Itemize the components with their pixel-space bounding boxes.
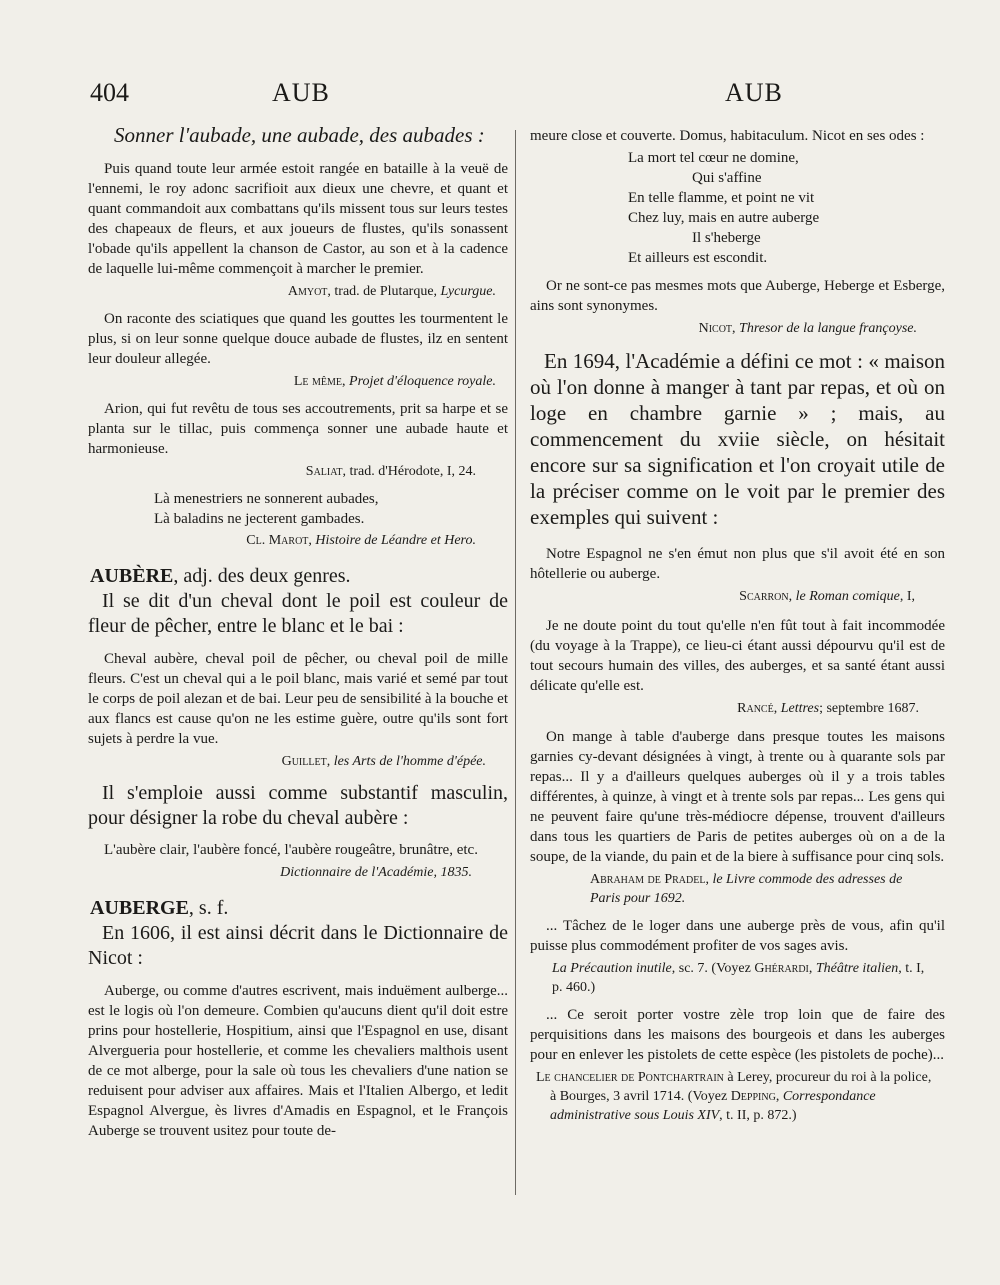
verse-marot	[88, 489, 508, 529]
entry-auberge: AUBERGE, s. f.	[90, 897, 229, 919]
verse-nicot	[530, 148, 945, 268]
quote-nicot-dictionnaire: Auberge, ou comme d'autres escrivent, mais induëment aulberge... est le logis où l'on demeure. Combien qu'aucuns dient qu'il doit estre prins pour hostellerie, Hospitium, ainsi que l'Espagnol en use, disant Alvergueria pour hostellerie, et comme les chevaliers malthois usent de ce mot alberge, pour la sale où tous les chevaliers d'une nation se reduisent pour adviser aux affaires. Mais et l'Italien Albergo, et ledit Espagnol Alvergue, ès livres d'Amadis en Espagnol, et le François Auberge se trouvent usitez pour toute de-	[88, 983, 508, 1139]
quote-synonymes: Or ne sont-ce pas mesmes mots que Auberge, Heberge et Esberge, ains sont synonymes.	[530, 278, 945, 314]
citation-nicot-thresor: Nicot, Thresor de la langue françoyse.	[698, 321, 917, 336]
column-divider	[515, 130, 516, 1195]
quote-nicot-continued: meure close et couverte. Domus, habitaculum. Nicot en ses odes :	[530, 128, 925, 144]
definition-aubere: Il se dit d'un cheval dont le poil est couleur de fleur de pêcher, entre le blanc et le bai :	[88, 590, 508, 637]
right-column	[530, 120, 945, 1125]
quote-precaution: ... Tâchez de le loger dans une auberge près de vous, afin qu'il puisse plus commodément profiter de vos sages avis.	[530, 918, 945, 954]
citation-pradel: Abraham de Pradel, le Livre commode des adresses de Paris pour 1692.	[590, 872, 903, 906]
running-head-left: AUB	[272, 78, 330, 107]
running-head-right: AUB	[725, 78, 783, 107]
quote-rance: Je ne doute point du tout qu'elle n'en fût tout à fait incommodée (du voyage à la Trappe), ce lieu-ci étant aussi dépourvu qu'il est de tout secours humain des villes, des auberges, et sa santé étant aussi délicate qu'elle est.	[530, 618, 945, 694]
definition-aubere-substantif: Il s'emploie aussi comme substantif masculin, pour désigner la robe du cheval aubère :	[88, 782, 508, 829]
verse-line: Chez luy, mais en autre auberge	[628, 210, 820, 226]
headword-auberge: AUBERGE	[90, 897, 189, 919]
entry-aubere: AUBÈRE, adj. des deux genres.	[90, 565, 351, 587]
citation-rance: Rancé, Lettres; septembre 1687.	[737, 701, 919, 716]
quote-amyot: Puis quand toute leur armée estoit rangée en bataille à la veuë de l'ennemi, le roy adonc sacrifioit aux dieux une chevre, et quant et quant commandoit aux combattans qu'ils missent tous sur leurs testes des chapeaux de fleurs, et aux joueurs de flustes, qu'ils sonassent l'obade qu'ils appellent la chanson de Castor, au son et à la cadence de laquelle lui-même commençoit à marcher le premier.	[88, 161, 508, 277]
quote-scarron: Notre Espagnol ne s'en émut non plus que s'il avoit été en son hôtellerie ou auberge.	[530, 546, 945, 582]
headword-aubere: AUBÈRE	[90, 565, 174, 587]
verse-line: En telle flamme, et point ne vit	[628, 190, 815, 206]
citation-guillet: Guillet, les Arts de l'homme d'épée.	[281, 754, 486, 769]
citation-marot: Cl. Marot, Histoire de Léandre et Hero.	[246, 533, 476, 548]
citation-le-meme: Le même, Projet d'éloquence royale.	[293, 374, 496, 389]
quote-pontchartrain: ... Ce seroit porter vostre zèle trop loin que de faire des perquisitions dans les maisons des bourgeois et dans les auberges pour en enlever les pistolets de cette espèce (les pistolets de poche)...	[530, 1007, 945, 1063]
citation-scarron: Scarron, le Roman comique, I,	[739, 589, 915, 604]
citation-precaution: La Précaution inutile, sc. 7. (Voyez Ghérardi, Théâtre italien, t. I, p. 460.)	[552, 961, 925, 995]
section-heading-sonner-aubade: Sonner l'aubade, une aubade, des aubades :	[114, 123, 485, 147]
left-column	[88, 120, 508, 1141]
verse-line: La mort tel cœur ne domine,	[628, 150, 799, 166]
verse-line: Et ailleurs est escondit.	[628, 250, 768, 266]
quote-sciatiques: On raconte des sciatiques que quand les gouttes les tourmentent le plus, si on leur sonne quelque douce aubade de flustes, ilz en sentent leur douleur allegée.	[88, 311, 508, 367]
quote-arion: Arion, qui fut revêtu de tous ses accoutrements, prit sa harpe et se planta sur le tillac, puis commença sonner une aubade haute et harmonieuse.	[88, 401, 508, 457]
citation-saliat: Saliat, trad. d'Hérodote, I, 24.	[305, 464, 476, 479]
citation-pontchartrain: Le chancelier de Pontchartrain à Lerey, procureur du roi à la police, à Bourges, 3 avril 1714. (Voyez Depping, Correspondance administrative sous Louis XIV, t. II, p. 872.)	[536, 1070, 932, 1123]
quote-pradel: On mange à table d'auberge dans presque toutes les maisons garnies cy-devant désignées à vingt, à trente ou à quarante sols par repas... Il y a d'ailleurs quelques auberges où il y a trois tables différentes, à quinze, à vingt et à trente sols par repas... Les gens qui ne peuvent faire qu'une très-médiocre dépense, trouvent d'ailleurs dans tous les quartiers de Paris de petites auberges où on a de la soupe, de la viande, du pain et de la biere à suffisance pour cinq sols.	[530, 729, 945, 865]
verse-line: Qui s'affine	[692, 170, 762, 186]
quote-academie: L'aubère clair, l'aubère foncé, l'aubère rougeâtre, brunâtre, etc.	[104, 842, 478, 858]
verse-line: Là baladins ne jecterent gambades.	[154, 511, 365, 527]
quote-guillet: Cheval aubère, cheval poil de pêcher, ou cheval poil de mille fleurs. C'est un cheval qui a le poil blanc, mais varié et semé par tout le corps de poil alezan et de bai. Leur peu de sensibilité à la bouche et aux flancs est cause qu'on ne les estime guère, outre qu'ils sont fort sujets à perdre la vue.	[88, 651, 508, 747]
verse-line: Là menestriers ne sonnerent aubades,	[154, 491, 379, 507]
page-header	[0, 78, 1000, 118]
commentary-academie-1694: En 1694, l'Académie a défini ce mot : « maison où l'on donne à manger à tant par repas, et où on loge en chambre garnie » ; mais, au commencement du xviie siècle, on hésitait encore sur sa signification et l'on croyait utile de la préciser comme on le voit par le premier des exemples qui suivent :	[530, 349, 945, 529]
citation-academie: Dictionnaire de l'Académie, 1835.	[280, 865, 472, 880]
citation-amyot: Amyot, trad. de Plutarque, Lycurgue.	[287, 284, 496, 299]
definition-auberge: En 1606, il est ainsi décrit dans le Dictionnaire de Nicot :	[88, 922, 508, 969]
page-number: 404	[90, 78, 129, 107]
verse-line: Il s'heberge	[692, 230, 761, 246]
